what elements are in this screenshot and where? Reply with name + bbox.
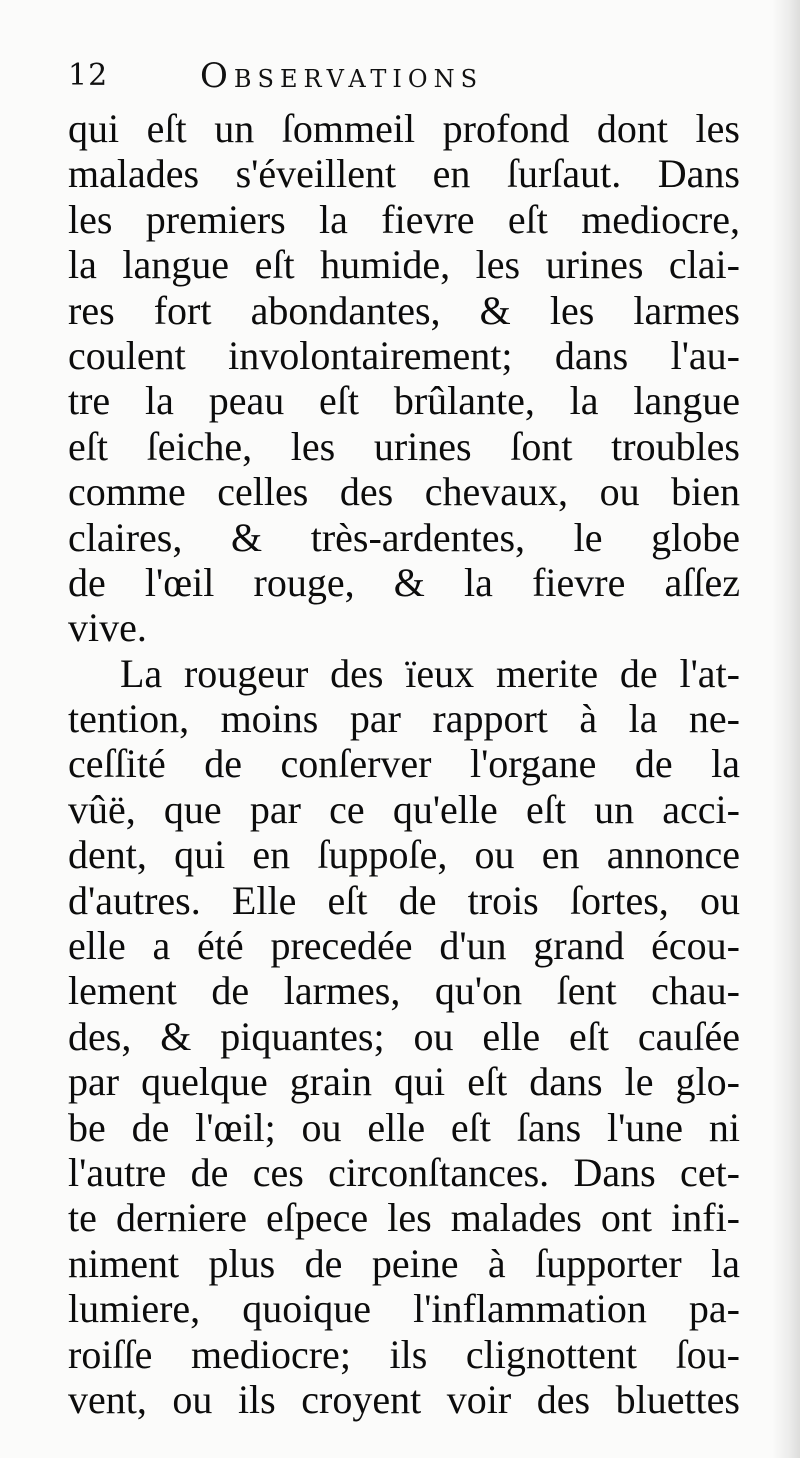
text-line: eſt ſeiche, les urines ſont troubles bbox=[68, 423, 740, 469]
text-line: coulent involontairement; dans l'au- bbox=[68, 332, 740, 378]
text-line: tention, moins par rapport à la ne- bbox=[68, 696, 740, 742]
text-line: lumiere, quoique l'inflammation pa- bbox=[68, 1286, 740, 1332]
paragraph-2 bbox=[68, 651, 740, 1423]
text-line: lement de larmes, qu'on ſent chau- bbox=[68, 968, 740, 1014]
page-edge-shadow bbox=[772, 0, 800, 1458]
text-line: La rougeur des ïeux merite de l'at- bbox=[120, 650, 740, 696]
text-line: claires, & très-ardentes, le globe bbox=[68, 514, 740, 560]
text-line: des, & piquantes; ou elle eſt cauſée bbox=[68, 1013, 740, 1059]
text-line: comme celles des chevaux, ou bien bbox=[68, 469, 740, 515]
page-number: 12 bbox=[68, 58, 109, 93]
text-line: vûë, que par ce qu'elle eſt un acci- bbox=[68, 786, 740, 832]
text-line: la langue eſt humide, les urines clai- bbox=[68, 242, 740, 288]
text-line: l'autre de ces circonſtances. Dans cet- bbox=[68, 1149, 740, 1195]
body-text bbox=[68, 106, 740, 1422]
text-line: d'autres. Elle eſt de trois ſortes, ou bbox=[68, 877, 740, 923]
text-line: be de l'œil; ou elle eſt ſans l'une ni bbox=[68, 1104, 740, 1150]
text-line: de l'œil rouge, & la fievre aſſez bbox=[68, 559, 740, 605]
text-line: dent, qui en ſuppoſe, ou en annonce bbox=[68, 832, 740, 878]
text-line: par quelque grain qui eſt dans le glo- bbox=[68, 1059, 740, 1105]
text-line: ceſſité de conſerver l'organe de la bbox=[68, 741, 740, 787]
page-header bbox=[68, 52, 740, 102]
text-line: tre la peau eſt brûlante, la langue bbox=[68, 378, 740, 424]
text-line: res fort abondantes, & les larmes bbox=[68, 287, 740, 333]
text-line: niment plus de peine à ſupporter la bbox=[68, 1240, 740, 1286]
text-line: vent, ou ils croyent voir des bluettes bbox=[68, 1376, 740, 1422]
text-line: malades s'éveillent en ſurſaut. Dans bbox=[68, 151, 740, 197]
running-head: Observations bbox=[200, 56, 484, 96]
text-line: qui eſt un ſommeil profond dont les bbox=[68, 106, 740, 151]
text-line: les premiers la fievre eſt mediocre, bbox=[68, 196, 740, 242]
text-line: elle a été precedée d'un grand écou- bbox=[68, 923, 740, 969]
text-line: te derniere eſpece les malades ont infi- bbox=[68, 1195, 740, 1241]
text-line: roiſſe mediocre; ils clignottent ſou- bbox=[68, 1331, 740, 1377]
text-line: vive. bbox=[68, 605, 147, 651]
paragraph-1 bbox=[68, 106, 740, 651]
